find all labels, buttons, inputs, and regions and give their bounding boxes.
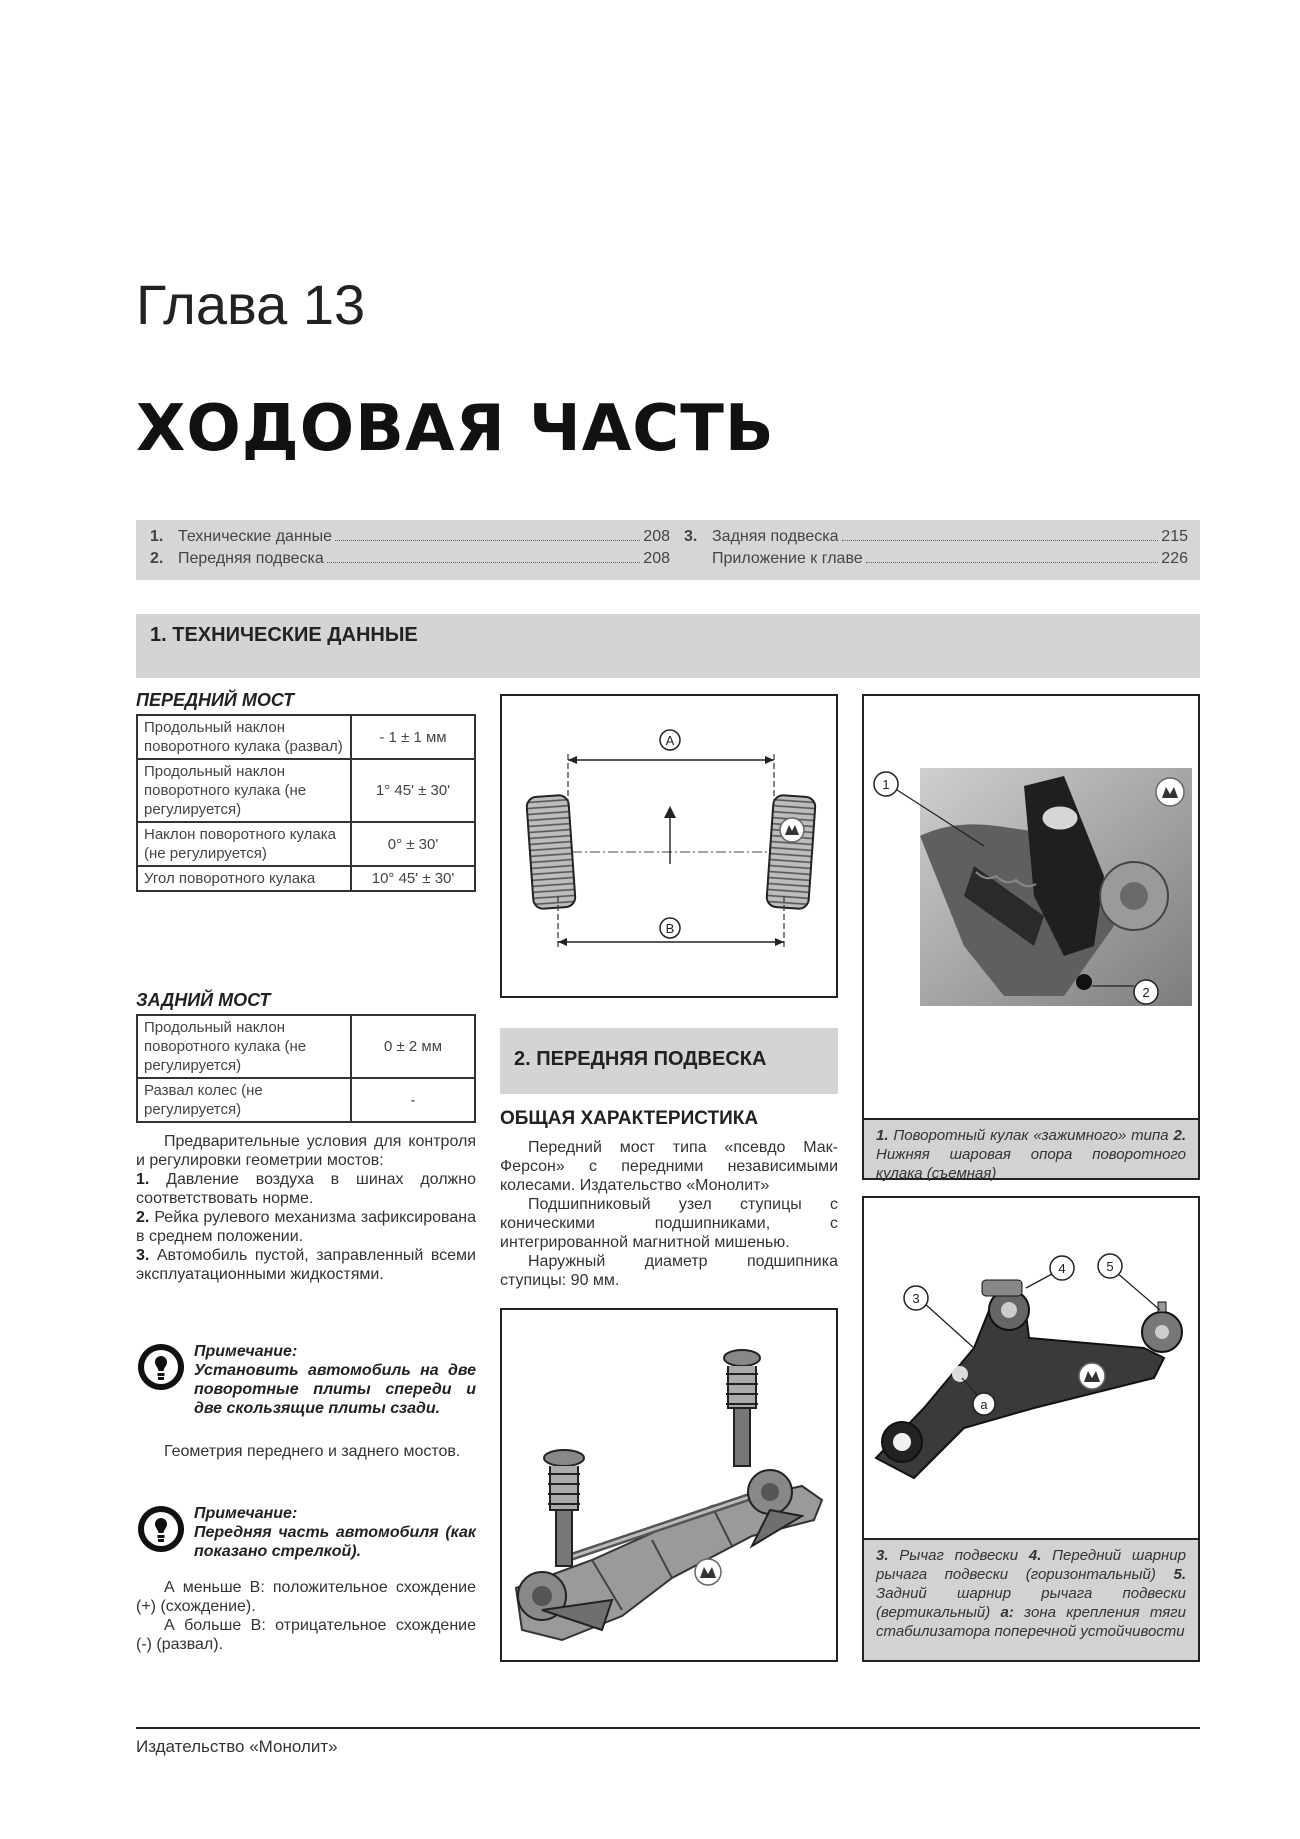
knuckle-photo-frame [862,694,1200,1120]
caption-text: Поворотный кулак «зажимного» типа [888,1127,1174,1144]
callout-1: 1 [882,777,890,792]
conditions-block [136,1132,476,1284]
callout-3: 3 [912,1291,920,1306]
control-arm-photo-frame [862,1196,1200,1540]
chapter-title: ХОДОВАЯ ЧАСТЬ [136,392,775,466]
toc-item[interactable] [150,550,670,570]
caption-text: Задний шарнир рычага подвески (вертикальный) [876,1585,1186,1621]
spec-label: Продольный наклон поворотного кулака (не регулируется) [137,759,351,822]
right-wheel [766,795,816,910]
caption-num: a: [1000,1604,1014,1621]
toc-number: 2. [150,550,164,567]
list-text: Автомобиль пустой, заправленный всеми эксплуатационными жидкостями. [136,1247,476,1283]
subframe-drawing [502,1310,836,1660]
dimension-label-b: B [665,921,675,936]
table-of-contents [136,520,1200,580]
list-number: 1. [136,1171,150,1188]
spec-value: - [351,1078,475,1122]
caption-num: 2. [1173,1127,1186,1144]
toe-diagram [500,694,838,998]
caption-num: 1. [876,1127,889,1144]
caption-num: 3. [876,1547,889,1564]
list-item [136,1208,476,1246]
note-1 [136,1342,476,1418]
spec-value: - 1 ± 1 мм [351,715,475,759]
callout-a: a [980,1397,988,1412]
toc-label: Передняя подвеска [178,550,324,567]
toc-leader [842,528,1159,541]
spec-value: 0 ± 2 мм [351,1015,475,1078]
general-heading: ОБЩАЯ ХАРАКТЕРИСТИКА [500,1108,759,1129]
caption-num: 4. [1028,1547,1042,1564]
table-row [137,1015,475,1078]
toc-label: Задняя подвеска [712,528,839,545]
conditions-intro: Предварительные условия для контроля и регулировки геометрии мостов: [136,1133,476,1169]
paragraph: Передний мост типа «псевдо Мак-Ферсон» с передними независимыми колесами. Издательство «Монолит» [500,1139,838,1194]
publisher-watermark [780,818,804,842]
toc-leader [335,528,640,541]
section-1-header [136,614,1200,678]
publisher-watermark [695,1559,721,1585]
section-1-title: 1. ТЕХНИЧЕСКИЕ ДАННЫЕ [150,624,418,646]
spec-label: Развал колес (не регулируется) [137,1078,351,1122]
toc-number: 1. [150,528,164,545]
left-wheel [526,795,576,910]
paragraph: Подшипниковый узел ступицы с коническими подшипниками, с интегрированной магнитной мишенью. [500,1196,838,1251]
table-row [137,759,475,822]
section-2-header [500,1028,838,1094]
toc-page: 226 [1161,550,1188,567]
toc-page: 208 [643,550,670,567]
list-item [136,1170,476,1208]
spec-value: 1° 45' ± 30' [351,759,475,822]
control-arm-caption [862,1540,1200,1662]
rear-axle-heading: ЗАДНИЙ МОСТ [136,990,271,1010]
a-more-b-text: А больше В: отрицательное схождение (-) (развал). [136,1617,476,1653]
note-label: Примечание: [194,1505,298,1522]
section-2-title: 2. ПЕРЕДНЯЯ ПОДВЕСКА [514,1048,767,1070]
front-subframe-illustration [500,1308,838,1662]
note-2 [136,1504,476,1561]
right-strut [724,1350,792,1514]
publisher-watermark [1079,1363,1105,1389]
toc-item[interactable] [150,528,670,548]
spec-value: 0° ± 30' [351,822,475,866]
knuckle-photo-caption [862,1120,1200,1180]
toc-number: 3. [684,528,698,545]
toc-page: 215 [1161,528,1188,545]
table-row [137,1078,475,1122]
toc-label: Технические данные [178,528,333,545]
spec-label: Продольный наклон поворотного кулака (не регулируется) [137,1015,351,1078]
callout-4: 4 [1058,1261,1066,1276]
spec-value: 10° 45' ± 30' [351,866,475,891]
toe-explanations [136,1578,476,1654]
caption-text: зона крепления тяги стабилизатора поперечной устойчивости [876,1604,1186,1640]
publisher-watermark [1156,778,1184,806]
control-arm-photo [864,1198,1198,1538]
caption-num: 5. [1173,1566,1186,1583]
spec-label: Угол поворотного кулака [137,866,351,891]
spec-label: Продольный наклон поворотного кулака (развал) [137,715,351,759]
front-axle-table [136,714,476,892]
toc-page: 208 [643,528,670,545]
front-axle-heading: ПЕРЕДНИЙ МОСТ [136,690,295,710]
toc-item[interactable] [684,528,1188,548]
list-text: Давление воздуха в шинах должно соответствовать норме. [136,1171,476,1207]
caption-text: Нижняя шаровая опора поворотного кулака (съемная) [876,1146,1186,1182]
chapter-number: Глава 13 [136,273,366,336]
callout-2: 2 [1142,985,1150,1000]
list-text: Рейка рулевого механизма зафиксирована в среднем положении. [136,1209,476,1245]
a-less-b-text: А меньше В: положительное схождение (+) (схождение). [136,1579,476,1615]
note-icon [136,1504,186,1554]
footer-divider [136,1727,1200,1729]
knuckle-photo [864,696,1198,1118]
rear-axle-table [136,1014,476,1123]
table-row [137,715,475,759]
spec-label: Наклон поворотного кулака (не регулируется) [137,822,351,866]
caption-text: Рычаг подвески [888,1547,1029,1564]
geometry-text: Геометрия переднего и заднего мостов. [164,1443,461,1460]
list-item [136,1246,476,1284]
list-number: 3. [136,1247,150,1264]
toc-leader [327,550,640,563]
caption-text: Передний шарнир рычага подвески (горизонтальный) [876,1547,1186,1583]
toc-leader [866,550,1159,563]
note-text: Установить автомобиль на две поворотные плиты спереди и две скользящие плиты сзади. [194,1362,476,1417]
note-icon [136,1342,186,1392]
dimension-label-a: A [665,733,675,748]
list-number: 2. [136,1209,150,1226]
paragraph: Наружный диаметр подшипника ступицы: 90 мм. [500,1253,838,1289]
footer-publisher: Издательство «Монолит» [136,1737,338,1756]
callout-5: 5 [1106,1259,1114,1274]
note-label: Примечание: [194,1343,298,1360]
general-text [500,1138,838,1290]
table-row [137,822,475,866]
toc-item[interactable] [684,550,1188,570]
toe-diagram-svg [502,696,836,996]
table-row [137,866,475,891]
toc-label: Приложение к главе [712,550,863,567]
note-text: Передняя часть автомобиля (как показано стрелкой). [194,1524,476,1560]
